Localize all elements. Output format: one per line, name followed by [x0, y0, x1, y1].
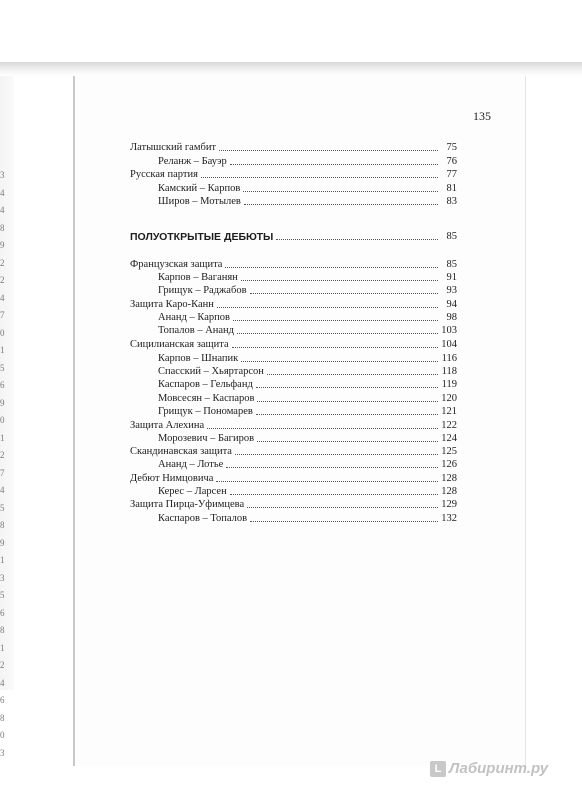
toc-dot-leader: [237, 332, 438, 334]
toc-entry-page: 81: [446, 183, 457, 194]
toc-entry-page: 120: [441, 393, 457, 404]
toc-entry-title: Реланж – Бауэр: [158, 156, 227, 167]
toc-entry: [130, 154, 457, 168]
toc-entry-page: 126: [441, 459, 457, 470]
toc-entry-page: 75: [446, 142, 457, 153]
toc-dot-leader: [230, 493, 438, 495]
toc-dot-leader: [256, 386, 438, 388]
toc-entry: [130, 418, 457, 432]
toc-entry-title: Защита Алехина: [130, 420, 205, 431]
adjacent-page-digit: 9: [0, 537, 5, 548]
toc-dot-leader: [235, 453, 438, 455]
toc-entry-page: 124: [441, 433, 457, 444]
adjacent-page-digit: 1: [0, 432, 5, 443]
adjacent-page-digit: 2: [0, 660, 5, 670]
toc-entry-title: Русская партия: [130, 169, 198, 180]
toc-entry: [130, 337, 457, 351]
toc-dot-leader: [225, 266, 438, 268]
toc-section-heading: [130, 229, 457, 243]
toc-entry-title: ПОЛУОТКРЫТЫЕ ДЕБЮТЫ: [130, 231, 274, 243]
toc-entry-page: 85: [446, 231, 457, 242]
toc-entry-page: 93: [446, 285, 457, 296]
adjacent-page-digit: 5: [0, 362, 5, 373]
toc-entry-title: Защита Каро-Канн: [130, 299, 214, 310]
adjacent-page-digit: 5: [0, 590, 5, 600]
toc-dot-leader: [232, 346, 438, 348]
adjacent-page-digit: 9: [0, 397, 5, 408]
toc-entry-title: Сицилианская защита: [130, 339, 229, 350]
toc-dot-leader: [243, 190, 438, 192]
watermark: [430, 760, 548, 777]
toc-entry: [130, 310, 457, 324]
toc-dot-leader: [244, 203, 438, 205]
toc-dot-leader: [226, 466, 438, 468]
toc-entry-title: Каспаров – Гельфанд: [158, 379, 253, 390]
adjacent-page-digit: 1: [0, 642, 5, 653]
toc-entry-page: 104: [441, 339, 457, 350]
toc-entry-page: 129: [441, 499, 457, 510]
toc-entry-title: Каспаров – Топалов: [158, 513, 248, 524]
toc-entry: [130, 391, 457, 405]
toc-dot-leader: [276, 238, 438, 240]
toc-entry-title: Спасский – Хьяртарсон: [158, 366, 264, 377]
toc-dot-leader: [219, 149, 438, 151]
toc-entry: [130, 167, 457, 181]
toc-entry: [130, 497, 457, 511]
adjacent-page-digit: 3: [0, 747, 5, 758]
adjacent-page-digit: 1: [0, 345, 5, 355]
adjacent-page-digit: 7: [0, 310, 5, 320]
toc-entry-page: 121: [441, 406, 457, 417]
toc-entry: [130, 444, 457, 458]
adjacent-page-digit: 7: [0, 467, 5, 478]
toc-entry-page: 85: [446, 259, 457, 270]
toc-entry-title: Грищук – Пономарев: [158, 406, 253, 417]
adjacent-page-edge: [0, 50, 14, 758]
toc-entry-title: Латышский гамбит: [130, 142, 217, 153]
toc-entry-title: Ананд – Лотье: [158, 459, 224, 470]
toc-dot-leader: [216, 480, 438, 482]
toc-entry-page: 122: [441, 420, 457, 431]
adjacent-page-digit: 8: [0, 520, 5, 530]
toc-entry-title: Карпов – Шнапик: [158, 353, 239, 364]
toc-entry-title: Камский – Карпов: [158, 183, 241, 194]
toc-entry: [130, 194, 457, 208]
adjacent-page-digit: 6: [0, 695, 5, 705]
toc-entry-title: Защита Пирца-Уфимцева: [130, 499, 245, 510]
toc-dot-leader: [241, 279, 438, 281]
toc-dot-leader: [257, 440, 438, 442]
toc-entry-page: 116: [441, 353, 457, 364]
adjacent-page-digit: 4: [0, 205, 5, 215]
toc-entry-page: 77: [446, 169, 457, 180]
toc-entry: [130, 484, 457, 498]
toc-entry: [130, 404, 457, 418]
toc-entry-page: 103: [441, 325, 457, 336]
adjacent-page-digit: 0: [0, 327, 5, 338]
toc-dot-leader: [250, 520, 438, 522]
toc-dot-leader: [257, 400, 438, 402]
toc-entry-page: 76: [446, 156, 457, 167]
toc-entry-page: 83: [446, 196, 457, 207]
toc-dot-leader: [256, 413, 438, 415]
toc-entry: [130, 377, 457, 391]
toc-dot-leader: [247, 506, 438, 508]
toc-entry: [130, 297, 457, 311]
toc-dot-leader: [233, 319, 438, 321]
adjacent-page-digit: 0: [0, 415, 5, 425]
toc-entry: [130, 270, 457, 284]
toc-entry: [130, 457, 457, 471]
scan-top-shadow: [0, 0, 582, 70]
toc-entry-page: 132: [441, 513, 457, 524]
adjacent-page-digit: 1: [0, 555, 5, 565]
toc-entry: [130, 471, 457, 485]
page-number: 135: [473, 109, 491, 123]
adjacent-page-digit: 8: [0, 625, 5, 635]
adjacent-page-digit: 4: [0, 485, 5, 495]
toc-entry: [130, 283, 457, 297]
adjacent-page-digit: 8: [0, 712, 5, 723]
adjacent-page-digit: 6: [0, 607, 5, 618]
toc-entry: [130, 351, 457, 365]
toc-entry-page: 128: [441, 486, 457, 497]
adjacent-page-digit: 0: [0, 730, 5, 740]
adjacent-page-digit: 4: [0, 187, 5, 198]
adjacent-page-digit: 4: [0, 292, 5, 303]
adjacent-page-digit: 2: [0, 450, 5, 460]
toc-entry: [130, 323, 457, 337]
toc-entry-title: Грищук – Раджабов: [158, 285, 247, 296]
toc-entry-title: Морозевич – Багиров: [158, 433, 255, 444]
toc-entry-title: Дебют Нимцовича: [130, 473, 214, 484]
adjacent-page-digit: 4: [0, 677, 5, 688]
watermark-text: Лабиринт.ру: [449, 760, 549, 777]
toc-entry-title: Карпов – Ваганян: [158, 272, 238, 283]
toc-dot-leader: [267, 373, 438, 375]
adjacent-page-digit: 6: [0, 380, 5, 390]
toc-entry-title: Скандинавская защита: [130, 446, 232, 457]
toc-entry-page: 128: [441, 473, 457, 484]
toc-entry-title: Широв – Мотылев: [158, 196, 241, 207]
adjacent-page-digit: 3: [0, 572, 5, 583]
toc-entry: [130, 364, 457, 378]
toc-dot-leader: [207, 427, 438, 429]
toc-entry-page: 119: [441, 379, 457, 390]
adjacent-page-digit: 9: [0, 240, 5, 250]
toc-dot-leader: [241, 360, 438, 362]
toc-dot-leader: [201, 176, 438, 178]
toc-entry-page: 98: [446, 312, 457, 323]
toc-entry: [130, 431, 457, 445]
toc-entry-title: Керес – Ларсен: [158, 486, 227, 497]
adjacent-page-digit: 3: [0, 170, 5, 180]
adjacent-page-digit: 2: [0, 257, 5, 268]
toc-entry: [130, 181, 457, 195]
toc-entry: [130, 257, 457, 271]
toc-entry-title: Французская защита: [130, 259, 223, 270]
labirint-logo-icon: L: [430, 761, 446, 777]
toc-dot-leader: [230, 163, 438, 165]
toc-entry-page: 125: [441, 446, 457, 457]
adjacent-page-digit: 2: [0, 275, 5, 285]
toc-entry-title: Топалов – Ананд: [158, 325, 235, 336]
adjacent-page-digit: 8: [0, 222, 5, 233]
toc-dot-leader: [250, 292, 438, 294]
toc-entry: [130, 511, 457, 525]
toc-entry-page: 91: [446, 272, 457, 283]
toc-entry-title: Мовсесян – Каспаров: [158, 393, 255, 404]
adjacent-page-digit: 5: [0, 502, 5, 513]
toc-entry-page: 118: [441, 366, 457, 377]
toc-entry: [130, 140, 457, 154]
toc-dot-leader: [217, 306, 438, 308]
toc-entry-title: Ананд – Карпов: [158, 312, 230, 323]
toc-entry-page: 94: [446, 299, 457, 310]
